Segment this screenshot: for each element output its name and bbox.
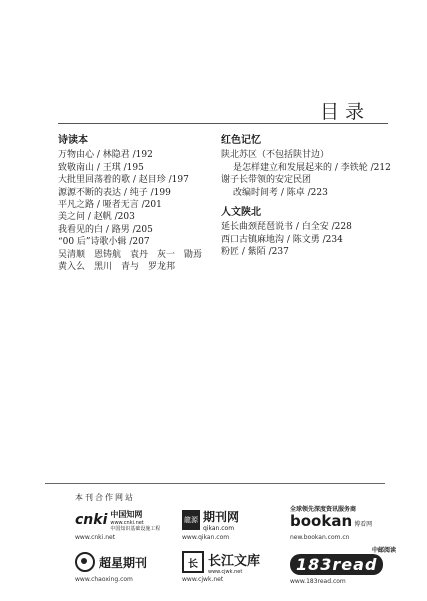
qikan-logo-domain: qikan.com — [203, 525, 235, 532]
toc-entry[interactable]: 我看见的白 / 路男 /205 — [58, 224, 153, 235]
partner-bookan[interactable] — [290, 504, 400, 546]
cnki-logo-sub2: 中国知识基础设施工程 — [110, 525, 161, 532]
toc-entry[interactable]: 大批里回荡着的歌 / 赵目珍 /197 — [58, 175, 189, 186]
qikan-logo — [182, 508, 292, 532]
toc-entry[interactable]: 源源不断的表达 / 纯子 /199 — [58, 187, 171, 198]
toc-entry[interactable]: 粉匠 / 紫陌 /237 — [221, 247, 289, 258]
cnki-url[interactable]: www.cnki.net — [75, 534, 116, 541]
toc-entry[interactable]: 万物由心 / 林隐君 /192 — [58, 150, 153, 161]
bookan-logo-sub: 博看网 — [354, 520, 373, 528]
toc-entry[interactable]: “00 后”诗歌小辑 /207 — [58, 237, 150, 248]
toc-entry[interactable]: 致敬南山 / 王琪 /195 — [58, 162, 144, 173]
bookan-logo — [290, 504, 400, 532]
toc-entry[interactable]: 美之问 / 赵帆 /203 — [58, 212, 135, 223]
title-rule — [58, 123, 388, 124]
partner-cnki[interactable] — [75, 508, 185, 550]
toc-entry-authors: 黄入么 黑川 青与 罗龙邦 — [58, 262, 176, 273]
cnki-logo-cn: 中国知网 — [110, 509, 143, 519]
section-title: 诗读本 — [58, 135, 88, 146]
chaoxing-icon — [75, 552, 95, 572]
partners-title: 本刊合作网站 — [75, 493, 135, 502]
chaoxing-logo-name: 超星期刊 — [99, 555, 148, 570]
bookan-url[interactable]: new.bookan.com.cn — [290, 534, 350, 541]
toc-left-column — [58, 135, 218, 273]
toc-entry[interactable]: 谢子长带领的安定民团 — [221, 175, 312, 186]
toc-entry[interactable]: 延长曲颈琵琶说书 / 白全安 /228 — [221, 222, 352, 233]
partner-qikan[interactable] — [182, 508, 292, 550]
read183-logo-top: 中邮阅读 — [371, 547, 396, 554]
cjwk-icon: 长 — [182, 551, 204, 573]
read183-logo — [290, 547, 400, 576]
bookan-slogan: 全球领先深度资讯服务商 — [290, 505, 357, 513]
toc-entry[interactable]: 陕北苏区（不包括陕甘边） — [221, 150, 330, 161]
section-title: 人文陕北 — [221, 207, 261, 219]
cnki-logo — [75, 508, 185, 532]
partners-rule — [45, 483, 385, 484]
chaoxing-logo — [75, 550, 185, 574]
read183-url[interactable]: www.183read.com — [290, 578, 346, 585]
longyuan-icon: 龍源 — [182, 510, 200, 530]
toc-right-column — [221, 135, 396, 259]
cnki-logo-sub: www.cnki.net — [110, 519, 144, 526]
qikan-logo-name: 期刊网 — [203, 510, 240, 524]
cjwk-logo-name: 长江文库 — [208, 553, 261, 569]
toc-entry[interactable]: 西口古镇麻地沟 / 陈文勇 /234 — [221, 234, 343, 245]
toc-entry[interactable]: 是怎样建立和发展起来的 / 李铁轮 /212 — [233, 162, 391, 173]
chaoxing-url[interactable]: www.chaoxing.com — [75, 576, 133, 583]
cjwk-logo-domain: www.cjwk.net — [208, 568, 243, 575]
section-gap — [221, 199, 396, 207]
page-title: 目录 — [320, 101, 371, 123]
toc-entry-authors: 吴清顺 恩铸航 袁丹 灰一 勖焉 — [58, 249, 203, 260]
cjwk-logo — [182, 550, 292, 574]
qikan-url[interactable]: www.qikan.com — [182, 534, 230, 541]
partner-chaoxing[interactable] — [75, 550, 185, 592]
toc-entry[interactable]: 平凡之路 / 哑者无言 /201 — [58, 200, 162, 211]
toc-entry[interactable]: 改编时间考 / 陈卓 /223 — [233, 187, 328, 198]
bookan-logo-name: bookan — [290, 511, 353, 530]
cnki-logo-mark: cnki — [75, 512, 108, 528]
section-title: 红色记忆 — [221, 135, 261, 146]
cjwk-url[interactable]: www.cjwk.net — [182, 576, 224, 583]
partner-cjwk[interactable] — [182, 550, 292, 592]
read183-logo-name: 183read — [290, 554, 383, 575]
partner-183read[interactable] — [290, 547, 400, 594]
